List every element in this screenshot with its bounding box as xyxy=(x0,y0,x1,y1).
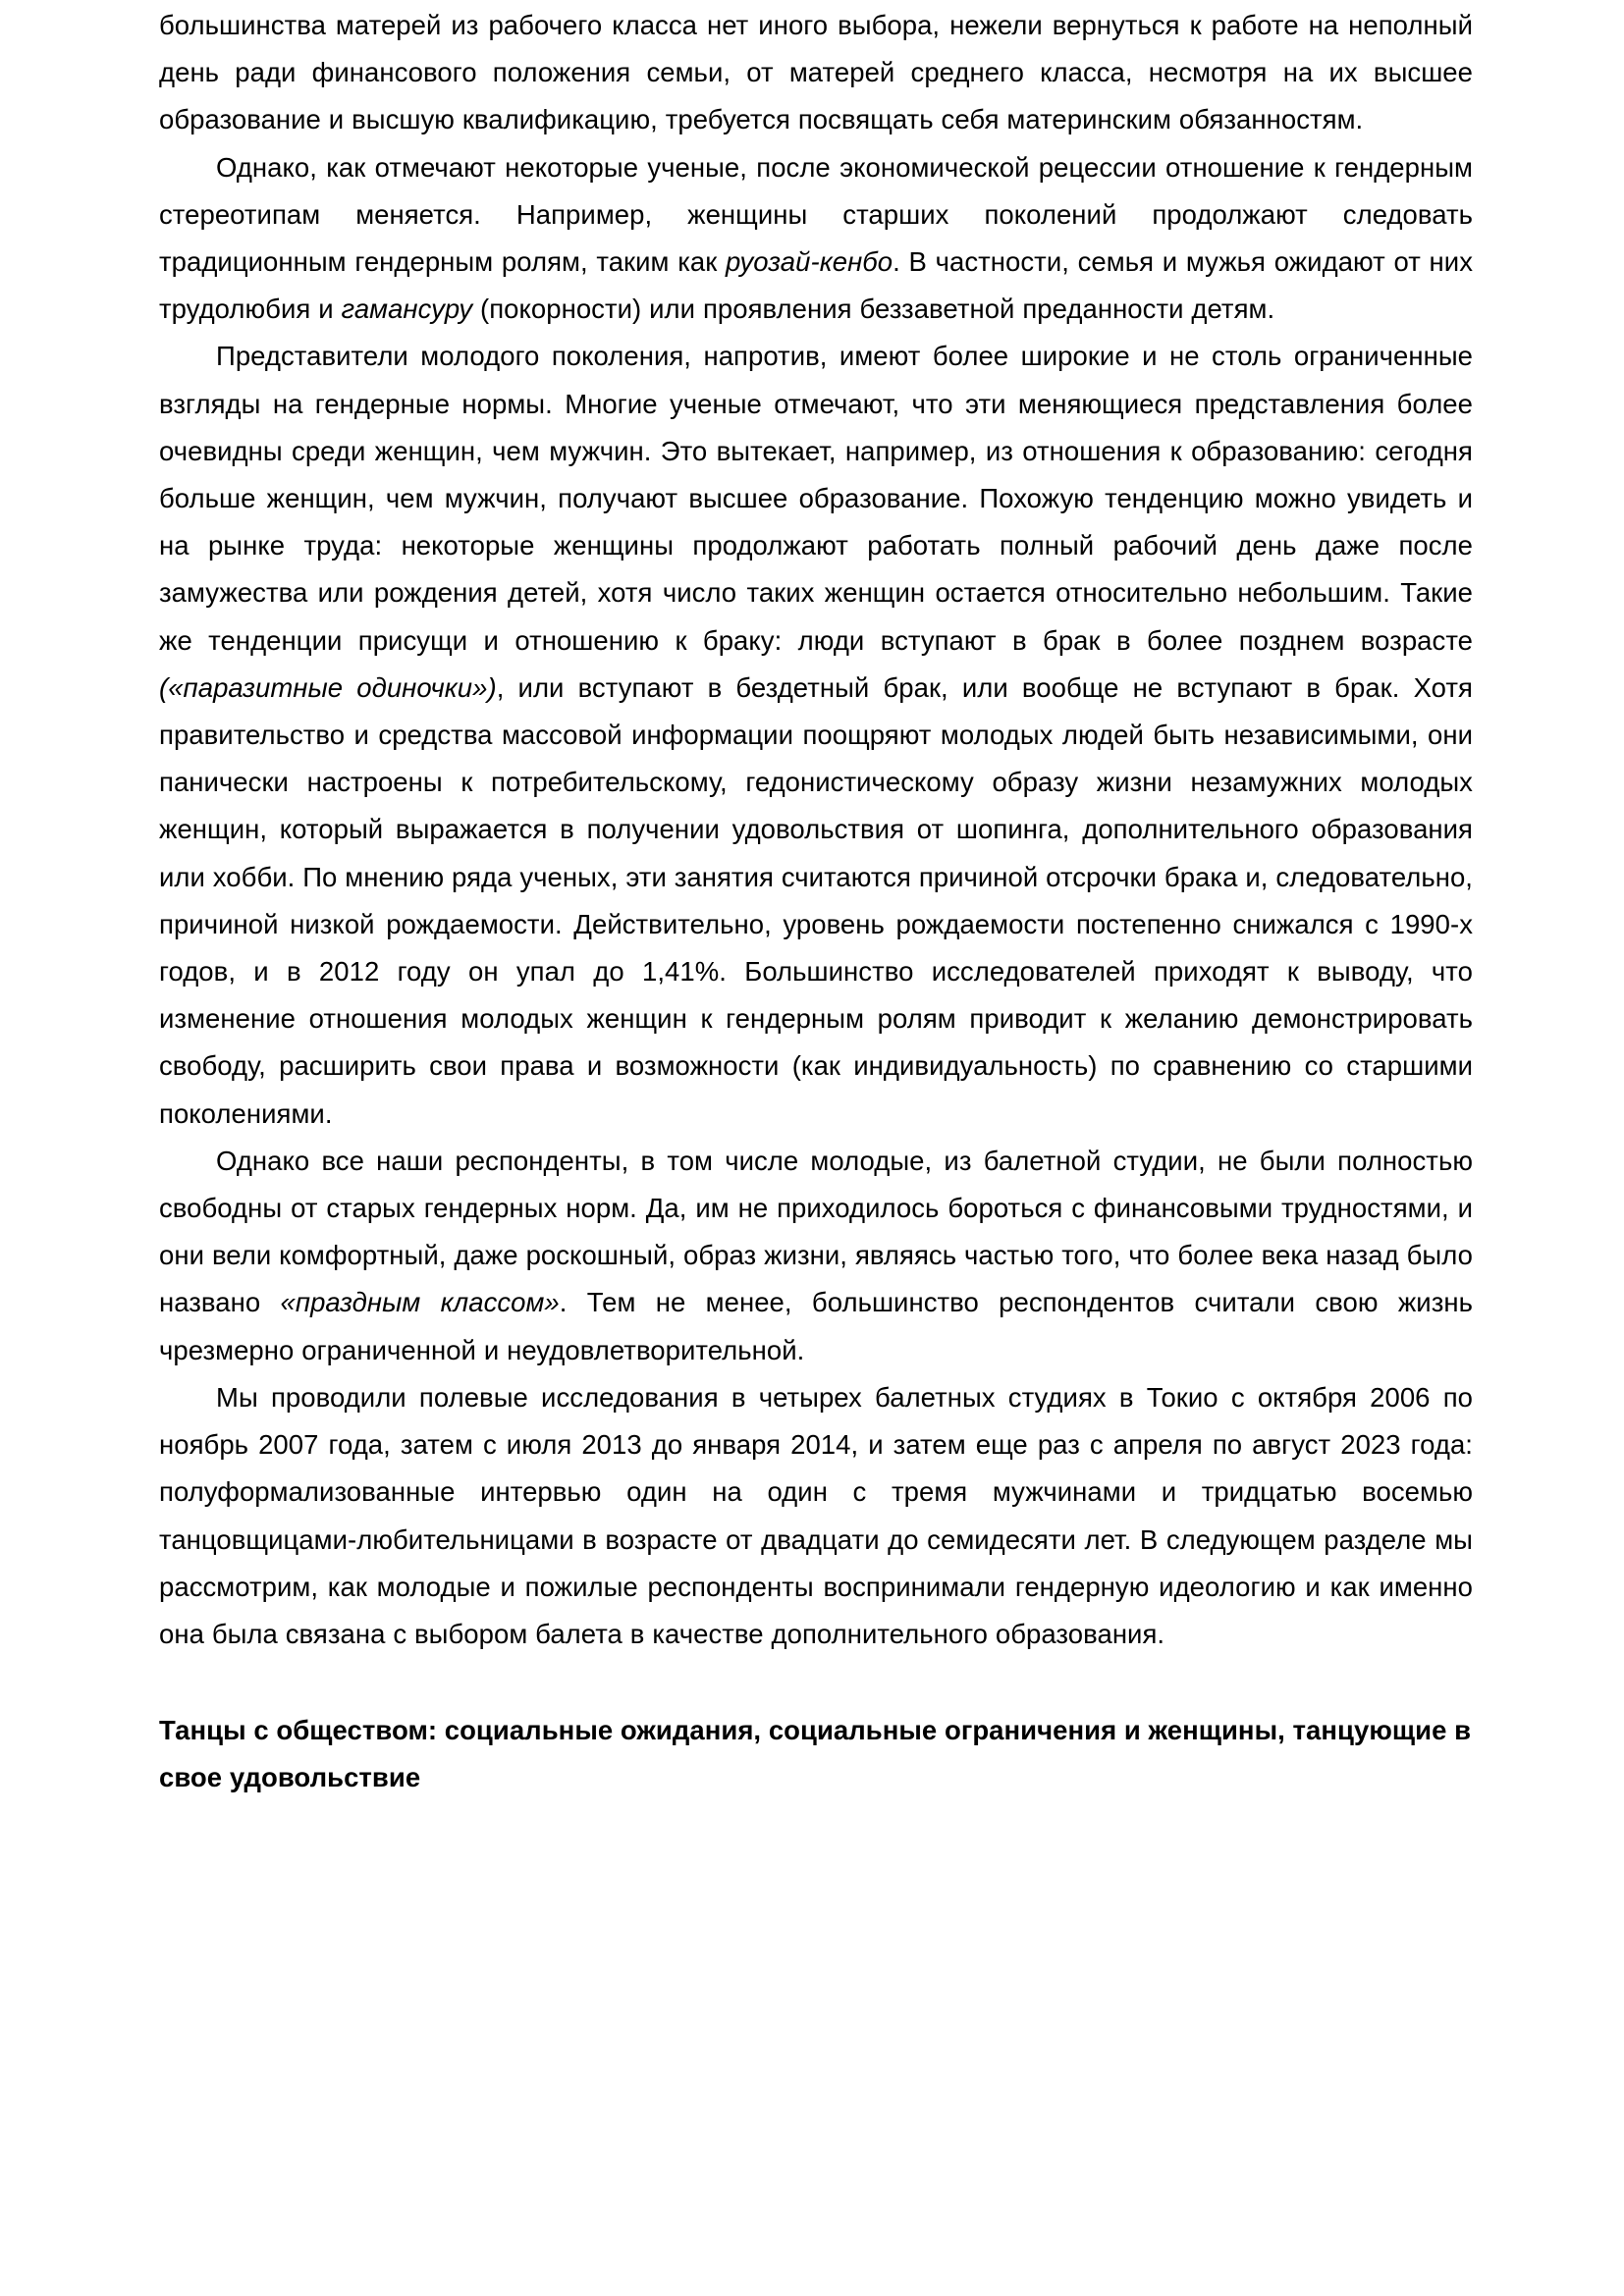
heading-spacer xyxy=(159,1658,1473,1707)
italic-term: руозай-кенбо xyxy=(726,246,893,278)
paragraph-5: Мы проводили полевые исследования в четырех балетных студиях в Токио с октября 2006 по ноябрь 2007 года, затем с июля 2013 до января 2014, и затем еще раз с апреля по август 2023 года: полуформализованные интервью один на один с тремя мужчинами и тридцатью восемью танцовщицами-любительницами в возрасте от двадцати до семидесяти лет. В следующем разделе мы рассмотрим, как молодые и пожилые респонденты воспринимали гендерную идеологию и как именно она была связана с выбором балета в качестве дополнительного образования. xyxy=(159,1381,1473,1649)
paragraph-3: Представители молодого поколения, напротив, имеют более широкие и не столь ограниченные взгляды на гендерные нормы. Многие ученые отмечают, что эти меняющиеся представления более очевидны среди женщин, чем мужчин. Это вытекает, например, из отношения к образованию: сегодня больше женщин, чем мужчин, получают высшее образование. Похожую тенденцию можно увидеть и на рынке труда: некоторые женщины продолжают работать полный рабочий день даже после замужества или рождения детей, хотя число таких женщин остается относительно небольшим. Такие же тенденции присущи и отношению к браку: люди вступают в брак в более позднем возрасте («паразитные одиночки»), или вступают в бездетный брак, или вообще не вступают в брак. Хотя правительство и средства массовой информации поощряют молодых людей быть независимыми, они панически настроены к потребительскому, гедонистическому образу жизни незамужних молодых женщин, который выражается в получении удовольствия от шопинга, дополнительного образования или хобби. По мнению ряда ученых, эти занятия считаются причиной отсрочки брака и, следовательно, причиной низкой рождаемости. Действительно, уровень рождаемости постепенно снижался с 1990-х годов, и в 2012 году он упал до 1,41%. Большинство исследователей приходят к выводу, что изменение отношения молодых женщин к гендерным ролям приводит к желанию демонстрировать свободу, расширить свои права и возможности (как индивидуальность) по сравнению со старшими поколениями. xyxy=(159,341,1473,1129)
italic-term: гамансуру xyxy=(341,294,473,325)
section-heading: Танцы с обществом: социальные ожидания, социальные ограничения и женщины, танцующие в свое удовольствие xyxy=(159,1715,1472,1793)
italic-term: «праздным классом» xyxy=(280,1287,560,1318)
paragraph-4: Однако все наши респонденты, в том числе молодые, из балетной студии, не были полностью свободны от старых гендерных норм. Да, им не приходилось бороться с финансовыми трудностями, и они вели комфортный, даже роскошный, образ жизни, являясь частью того, что более века назад было названо «праздным классом». Тем не менее, большинство респондентов считали свою жизнь чрезмерно ограниченной и неудовлетворительной. xyxy=(159,1145,1473,1365)
italic-term: («паразитные одиночки») xyxy=(159,671,497,703)
paragraph-1: большинства матерей из рабочего класса нет иного выбора, нежели вернуться к работе на неполный день ради финансового положения семьи, от матерей среднего класса, несмотря на их высшее образование и высшую квалификацию, требуется посвящать себя материнским обязанностям. xyxy=(159,10,1473,135)
document-body xyxy=(159,0,1473,1802)
paragraph-2: Однако, как отмечают некоторые ученые, после экономической рецессии отношение к гендерным стереотипам меняется. Например, женщины старших поколений продолжают следовать традиционным гендерным ролям, таким как руозай-кенбо. В частности, семья и мужья ожидают от них трудолюбия и гамансуру (покорности) или проявления беззаветной преданности детям. xyxy=(159,151,1473,325)
